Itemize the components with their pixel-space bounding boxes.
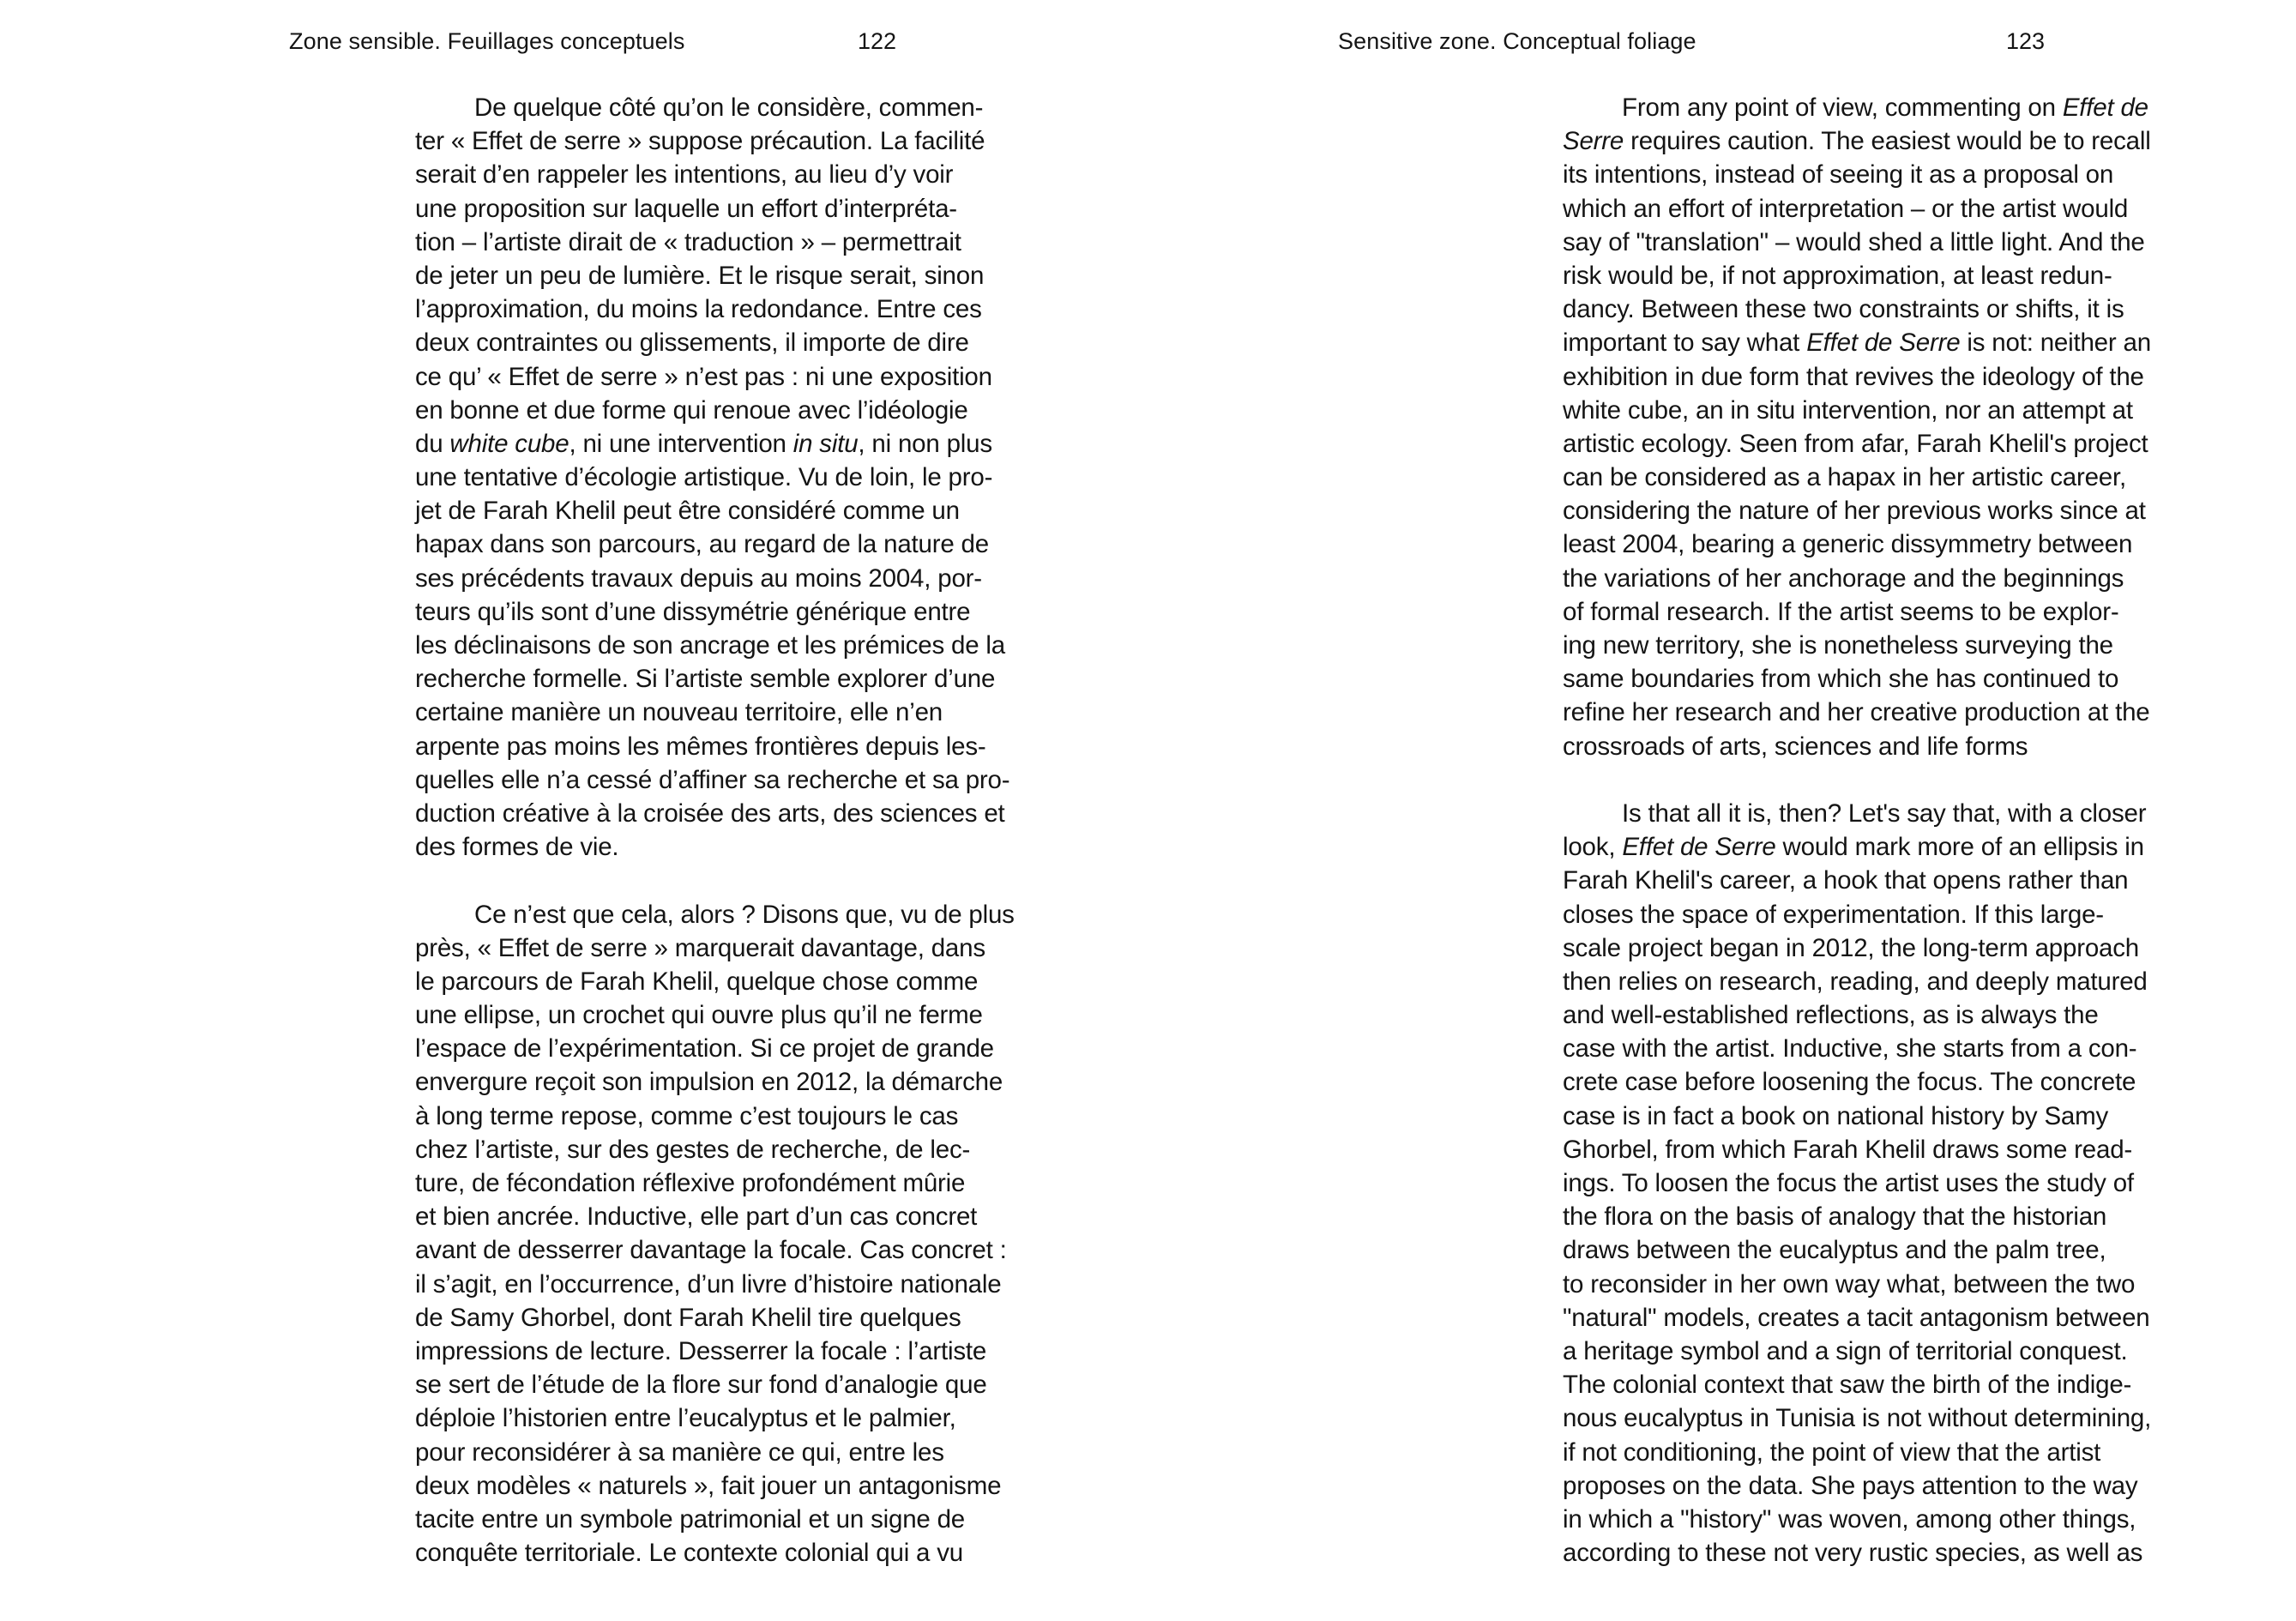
paragraph — [1563, 91, 2249, 763]
text-line: impressions de lecture. Desserrer la focale : l’artiste — [415, 1336, 987, 1365]
text-line: l’approximation, du moins la redondance. Entre ces — [415, 295, 982, 324]
italic-title: Effet de Serre — [1806, 328, 1961, 358]
text-line: ing new territory, she is nonetheless surveying the — [1563, 631, 2113, 660]
text-line: the flora on the basis of analogy that the historian — [1563, 1202, 2107, 1232]
text-column — [415, 91, 1093, 1603]
text-line: duction créative à la croisée des arts, des sciences et — [415, 798, 1005, 828]
text-line: près, « Effet de serre » marquerait davantage, dans — [415, 933, 985, 962]
text-line: artistic ecology. Seen from afar, Farah Khelil's project — [1563, 429, 2148, 458]
text-line: avant de desserrer davantage la focale. Cas concret : — [415, 1236, 1007, 1265]
text-line: deux modèles « naturels », fait jouer un antagonisme — [415, 1471, 1002, 1500]
text-line: se sert de l’étude de la flore sur fond d’analogie que — [415, 1371, 987, 1400]
paragraph — [415, 898, 1093, 1570]
running-head: Sensitive zone. Conceptual foliage — [1338, 28, 1696, 54]
italic-title: Serre — [1563, 127, 1624, 156]
text-line: conquête territoriale. Le contexte colonial qui a vu — [415, 1539, 964, 1568]
text-line: et bien ancrée. Inductive, elle part d’un cas concret — [415, 1202, 978, 1232]
text-line: risk would be, if not approximation, at least redun- — [1563, 261, 2112, 290]
text-line: its intentions, instead of seeing it as a proposal on — [1563, 160, 2114, 190]
italic-title: in situ — [792, 429, 859, 458]
page-number: 122 — [858, 28, 897, 54]
text-line: deux contraintes ou glissements, il importe de dire — [415, 328, 969, 358]
text-line: The colonial context that saw the birth of the indige- — [1563, 1371, 2132, 1400]
text-line: une tentative d’écologie artistique. Vu de loin, le pro- — [415, 463, 993, 492]
text-line: least 2004, bearing a generic dissymmetry between — [1563, 530, 2133, 559]
italic-title: Effet de — [2062, 93, 2148, 122]
paragraph — [1563, 797, 2249, 1570]
text-line: du white cube, ni une intervention in situ, ni non plus — [415, 429, 992, 458]
text-line: ce qu’ « Effet de serre » n’est pas : ni une exposition — [415, 362, 992, 391]
text-line: exhibition in due form that revives the ideology of the — [1563, 362, 2144, 391]
text-line: ings. To loosen the focus the artist uses the study of — [1563, 1169, 2134, 1197]
text-line: ses précédents travaux depuis au moins 2004, por- — [415, 563, 982, 593]
text-line: jet de Farah Khelil peut être considéré comme un — [415, 497, 960, 526]
text-line: and well-established reflections, as is always the — [1563, 1001, 2099, 1030]
text-line: can be considered as a hapax in her artistic career, — [1563, 463, 2127, 492]
text-line: Is that all it is, then? Let's say that, with a closer — [1622, 798, 2147, 828]
text-line: de Samy Ghorbel, dont Farah Khelil tire quelques — [415, 1303, 961, 1332]
text-line: considering the nature of her previous works since at — [1563, 497, 2146, 526]
text-line: Farah Khelil's career, a hook that opens rather than — [1563, 866, 2129, 895]
text-line: proposes on the data. She pays attention to the way — [1563, 1471, 2138, 1500]
text-line: recherche formelle. Si l’artiste semble explorer d’une — [415, 665, 996, 694]
text-line: déploie l’historien entre l’eucalyptus et le palmier, — [415, 1404, 956, 1433]
text-line: ter « Effet de serre » suppose précaution. La facilité — [415, 127, 985, 156]
text-line: according to these not very rustic species, as well as — [1563, 1539, 2143, 1568]
text-line: de jeter un peu de lumière. Et le risque serait, sinon — [415, 261, 985, 290]
text-line: tion – l’artiste dirait de « traduction » – permettrait — [415, 227, 961, 256]
text-line: des formes de vie. — [415, 833, 619, 862]
text-line: quelles elle n’a cessé d’affiner sa recherche et sa pro- — [415, 765, 1010, 794]
text-line: white cube, an in situ intervention, nor an attempt at — [1563, 395, 2133, 425]
text-line: case is in fact a book on national history by Samy — [1563, 1101, 2109, 1130]
page-number: 123 — [2006, 28, 2046, 54]
text-line: look, Effet de Serre would mark more of an ellipsis in — [1563, 833, 2144, 862]
text-line: en bonne et due forme qui renoue avec l’idéologie — [415, 395, 968, 425]
text-line: which an effort of interpretation – or the artist would — [1563, 194, 2129, 223]
text-line: if not conditioning, the point of view that the artist — [1563, 1437, 2101, 1467]
text-line: the variations of her anchorage and the beginnings — [1563, 563, 2124, 593]
text-line: le parcours de Farah Khelil, quelque chose comme — [415, 967, 979, 996]
text-column — [1563, 91, 2249, 1603]
text-line: une proposition sur laquelle un effort d’interpréta- — [415, 194, 957, 223]
text-line: in which a "history" was woven, among other things, — [1563, 1504, 2136, 1534]
text-line: ture, de fécondation réflexive profondément mûrie — [415, 1169, 966, 1197]
text-line: arpente pas moins les mêmes frontières depuis les- — [415, 732, 986, 761]
text-line: to reconsider in her own way what, between the two — [1563, 1269, 2136, 1299]
running-head: Zone sensible. Feuillages conceptuels — [289, 28, 685, 54]
text-line: à long terme repose, comme c’est toujours le cas — [415, 1101, 959, 1130]
text-line: Ghorbel, from which Farah Khelil draws some read- — [1563, 1135, 2133, 1164]
text-line: tacite entre un symbole patrimonial et un signe de — [415, 1504, 966, 1534]
text-line: case with the artist. Inductive, she starts from a con- — [1563, 1034, 2137, 1064]
text-line: De quelque côté qu’on le considère, commen- — [474, 93, 984, 122]
text-line: draws between the eucalyptus and the palm tree, — [1563, 1236, 2106, 1265]
text-line: say of "translation" – would shed a little light. And the — [1563, 227, 2145, 256]
text-line: crete case before loosening the focus. The concrete — [1563, 1068, 2136, 1097]
text-line: hapax dans son parcours, au regard de la nature de — [415, 530, 989, 559]
text-line: important to say what Effet de Serre is not: neither an — [1563, 328, 2151, 358]
text-line: scale project began in 2012, the long-term approach — [1563, 933, 2140, 962]
italic-title: Effet de Serre — [1622, 833, 1776, 862]
text-line: Serre requires caution. The easiest would be to recall — [1563, 127, 2151, 156]
text-line: refine her research and her creative production at the — [1563, 698, 2150, 727]
paragraph — [415, 91, 1093, 864]
text-line: teurs qu’ils sont d’une dissymétrie générique entre — [415, 597, 971, 626]
text-line: same boundaries from which she has continued to — [1563, 665, 2119, 694]
text-line: envergure reçoit son impulsion en 2012, la démarche — [415, 1068, 1003, 1097]
text-line: pour reconsidérer à sa manière ce qui, entre les — [415, 1437, 944, 1467]
text-line: From any point of view, commenting on Effet de — [1622, 93, 2148, 122]
text-line: une ellipse, un crochet qui ouvre plus qu’il ne ferme — [415, 1001, 983, 1030]
text-line: les déclinaisons de son ancrage et les prémices de la — [415, 631, 1005, 660]
text-line: l’espace de l’expérimentation. Si ce projet de grande — [415, 1034, 994, 1064]
right-page-english — [1148, 0, 2296, 1621]
text-line: il s’agit, en l’occurrence, d’un livre d’histoire nationale — [415, 1269, 1002, 1299]
text-line: then relies on research, reading, and deeply matured — [1563, 967, 2148, 996]
italic-title: white cube — [449, 429, 569, 458]
text-line: crossroads of arts, sciences and life forms — [1563, 732, 2028, 761]
text-line: closes the space of experimentation. If this large- — [1563, 900, 2104, 929]
text-line: nous eucalyptus in Tunisia is not without determining, — [1563, 1404, 2152, 1433]
text-line: certaine manière un nouveau territoire, elle n’en — [415, 698, 943, 727]
text-line: dancy. Between these two constraints or shifts, it is — [1563, 295, 2124, 324]
text-line: a heritage symbol and a sign of territorial conquest. — [1563, 1336, 2128, 1365]
text-line: "natural" models, creates a tacit antagonism between — [1563, 1303, 2150, 1332]
text-line: Ce n’est que cela, alors ? Disons que, vu de plus — [474, 900, 1015, 929]
text-line: serait d’en rappeler les intentions, au lieu d’y voir — [415, 160, 954, 190]
text-line: chez l’artiste, sur des gestes de recherche, de lec- — [415, 1135, 971, 1164]
text-line: of formal research. If the artist seems to be explor- — [1563, 597, 2119, 626]
